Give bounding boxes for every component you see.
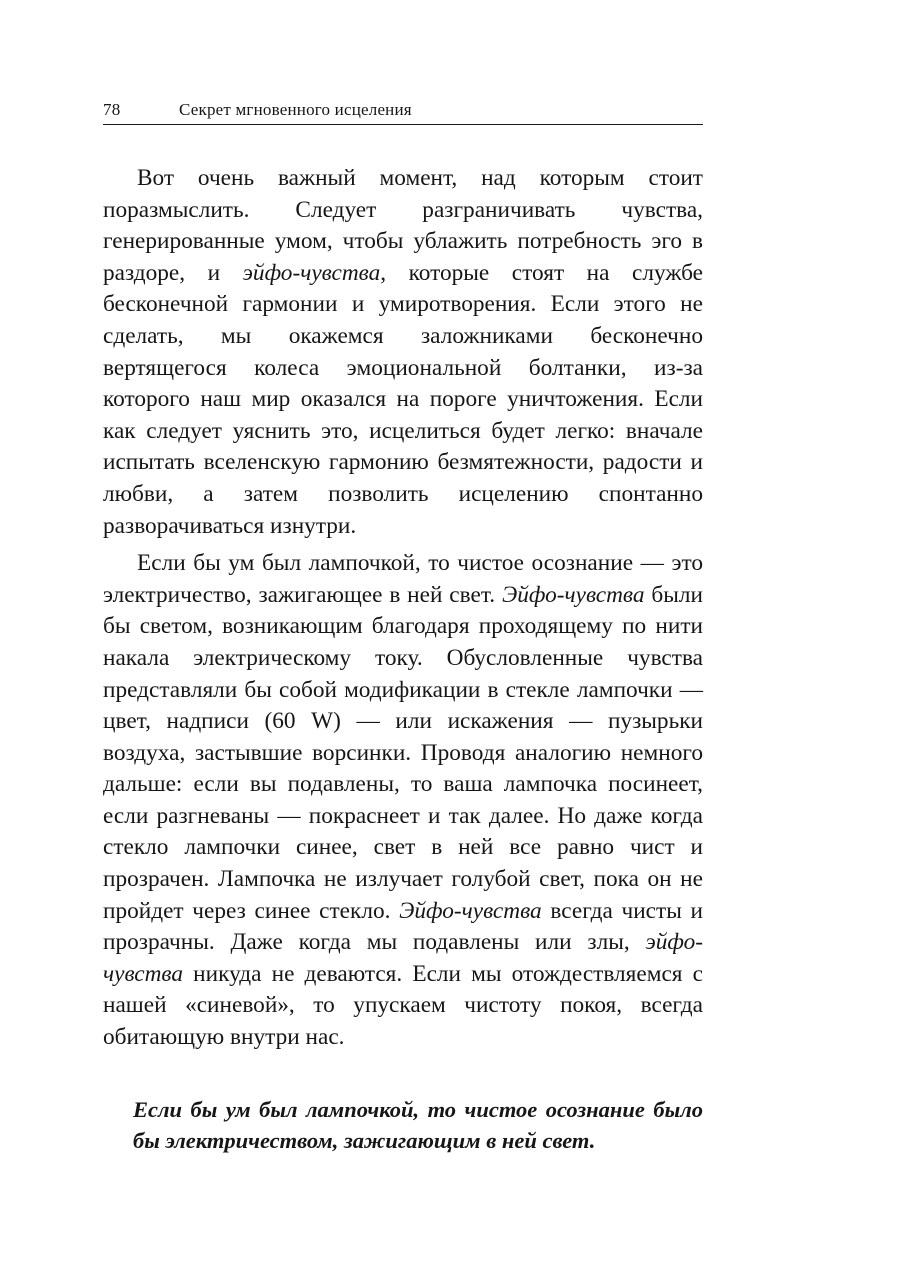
paragraph-2-text-d: никуда не деваются. Если мы отождествляемся с нашей «синевой», то упускаем чистоту покоя, всегда обитающую внутри нас. — [103, 960, 703, 1051]
paragraph-1 — [103, 163, 703, 542]
body-text — [103, 163, 703, 1054]
paragraph-2-term-2: Эйфо-чувства — [399, 897, 542, 924]
page-number: 78 — [103, 100, 121, 119]
running-head-title: Секрет мгновенного исцеления — [179, 100, 412, 119]
paragraph-1-text-b: , которые стоят на службе бесконечной гармонии и умиротворения. Если этого не сделать, мы окажемся заложниками бесконечно вертящегося колеса эмоциональной болтанки, из-за которого наш мир оказался на пороге уничтожения. Если как следует уяснить это, исцелиться будет легко: вначале испытать вселенскую гармонию безмятежности, радости и любви, а затем позволить исцелению спонтанно разворачиваться изнутри. — [103, 259, 704, 539]
paragraph-2-term-3: эйфо-чувства — [103, 929, 703, 987]
paragraph-2-term-1: Эйфо-чувства — [501, 581, 645, 608]
pull-quote: Если бы ум был лампочкой, то чистое осознание было бы электричеством, зажигающим в ней свет. — [133, 1096, 703, 1153]
book-page — [103, 100, 703, 1156]
paragraph-2-text-c: всегда чисты и прозрачны. Даже когда мы подавлены или злы, — [103, 897, 704, 956]
paragraph-1-text-a: Вот очень важный момент, над которым стоит поразмыслить. Следует разграничивать чувства, генерированные умом, чтобы ублажить потребность эго в раздоре, и — [103, 165, 703, 286]
paragraph-1-term: эйфо-чувства — [242, 259, 381, 286]
paragraph-2 — [103, 548, 703, 1054]
paragraph-2-text-b: были бы светом, возникающим благодаря проходящему по нити накала электрическому току. Обусловленные чувства представляли бы собой модификации в стекле лампочки — цвет, надписи (60 W) — или искажения — пузырьки воздуха, застывшие ворсинки. Проводя аналогию немного дальше: если вы подавлены, то ваша лампочка посинеет, если разгневаны — покраснеет и так далее. Но даже когда стекло лампочки синее, свет в ней все равно чист и прозрачен. Лампочка не излучает голубой свет, пока он не пройдет через синее стекло. — [103, 581, 703, 924]
paragraph-2-text-a: Если бы ум был лампочкой, то чистое осознание — это электричество, зажигающее в ней свет. — [103, 550, 703, 608]
running-head — [103, 100, 703, 125]
